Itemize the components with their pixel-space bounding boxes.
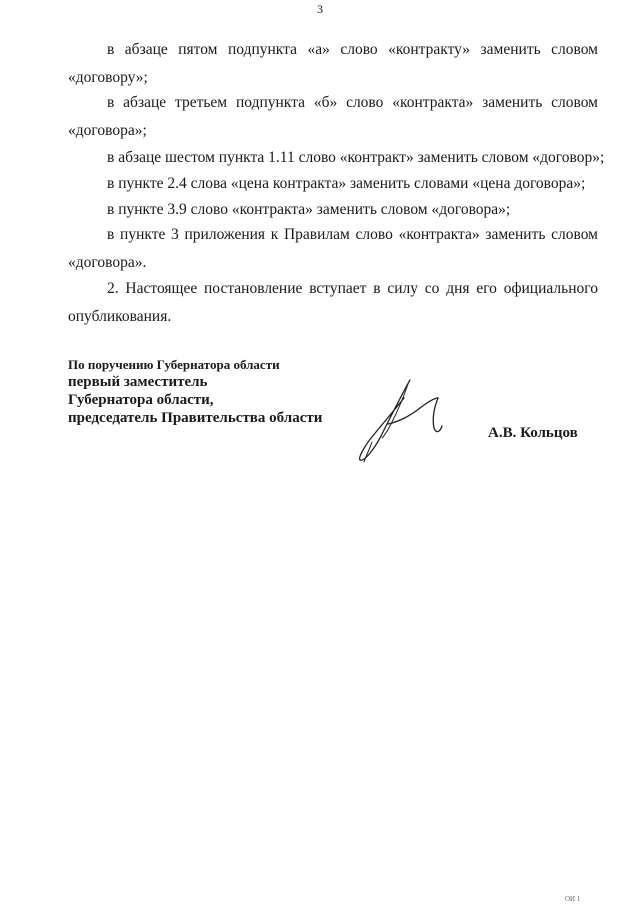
signer-position-line-2: Губернатора области, — [68, 392, 214, 408]
signer-name: А.В. Кольцов — [488, 425, 578, 441]
paragraph-5: в пункте 3.9 слово «контракта» заменить словом «договора»; — [107, 201, 511, 218]
paragraph-3: в абзаце шестом пункта 1.11 слово «контракт» заменить словом «договор»; — [107, 149, 605, 166]
signer-position-line-1: первый заместитель — [68, 374, 208, 390]
paragraph-6: в пункте 3 приложения к Правилам слово «контракта» заменить словом «договора». — [68, 226, 598, 271]
footer-mark: ОИ 1 — [565, 895, 581, 903]
paragraph-2: в абзаце третьем подпункта «б» слово «контракта» заменить словом «договора»; — [68, 94, 598, 139]
paragraph-7: 2. Настоящее постановление вступает в силу со дня его официального опубликования. — [68, 280, 598, 325]
signature-instruction: По поручению Губернатора области — [68, 357, 280, 372]
page-number: 3 — [317, 2, 323, 16]
handwritten-signature — [352, 376, 472, 466]
signer-position-line-3: председатель Правительства области — [68, 410, 323, 426]
paragraph-1: в абзаце пятом подпункта «а» слово «контракту» заменить словом «договору»; — [68, 41, 598, 86]
paragraph-4: в пункте 2.4 слова «цена контракта» заменить словами «цена договора»; — [107, 175, 586, 192]
